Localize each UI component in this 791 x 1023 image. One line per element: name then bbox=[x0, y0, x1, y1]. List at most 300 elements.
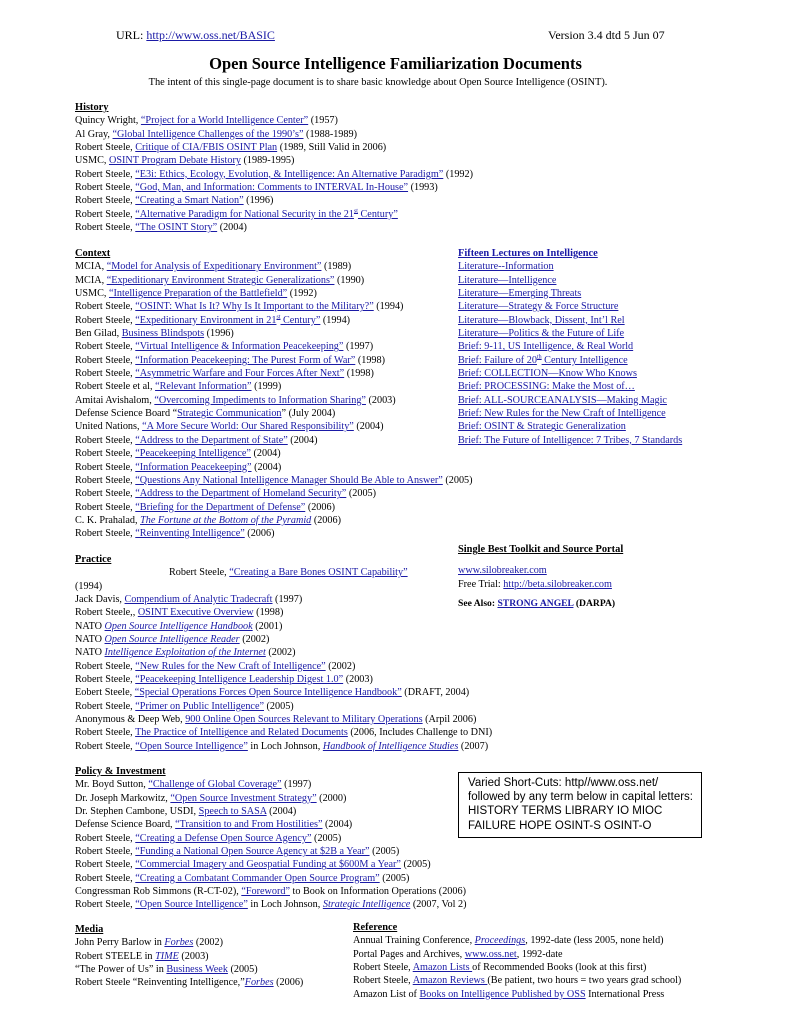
list-item bbox=[75, 354, 473, 367]
list-item bbox=[75, 660, 492, 673]
item-text: (1989, Still Valid in 2006) bbox=[277, 142, 387, 154]
doc-link[interactable]: “Briefing for the Department of Defense” bbox=[135, 501, 306, 513]
item-text: (1989-1995) bbox=[240, 155, 295, 167]
doc-link[interactable]: 900 Online Open Sources Relevant to Military Operations bbox=[185, 714, 423, 726]
list-item bbox=[75, 620, 492, 633]
doc-link[interactable]: “Virtual Intelligence & Information Peacekeeping” bbox=[135, 341, 344, 353]
doc-link[interactable]: The Fortune at the Bottom of the Pyramid bbox=[140, 514, 312, 526]
list-item bbox=[458, 380, 682, 393]
item-text: Robert Steele, bbox=[169, 567, 230, 579]
doc-link[interactable]: Open Source Intelligence Reader bbox=[104, 634, 240, 646]
doc-link[interactable]: “Project for a World Intelligence Center” bbox=[140, 115, 309, 127]
item-text: (2004) bbox=[322, 819, 353, 831]
item-text: Robert Steele, bbox=[75, 501, 136, 513]
list-item bbox=[353, 934, 681, 947]
item-text: Dr. Joseph Markowitz, bbox=[75, 792, 171, 804]
item-text: Robert Steele, bbox=[75, 182, 136, 194]
list-item bbox=[75, 963, 303, 976]
item-text: (1997) bbox=[343, 341, 374, 353]
list-item bbox=[75, 154, 473, 167]
doc-link[interactable]: Literature—Intelligence bbox=[458, 274, 557, 286]
item-text: Robert Steele, bbox=[75, 368, 136, 380]
doc-link[interactable]: Business Week bbox=[166, 964, 228, 976]
doc-link[interactable]: “Commercial Imagery and Geospatial Funding at $600M a Year” bbox=[135, 859, 401, 871]
list-item bbox=[458, 407, 682, 420]
doc-link[interactable]: “Expeditionary Environment Strategic Generalizations” bbox=[106, 274, 335, 286]
doc-link[interactable]: “Model for Analysis of Expeditionary Environment” bbox=[106, 261, 322, 273]
doc-link[interactable]: “Address to the Department of State” bbox=[135, 434, 288, 446]
list-item bbox=[458, 314, 682, 327]
item-text: (1998) bbox=[344, 368, 374, 380]
media-section bbox=[75, 923, 303, 990]
page-title: Open Source Intelligence Familiarization Documents bbox=[209, 54, 582, 73]
item-text: Dr. Stephen Cambone, USDI, bbox=[75, 806, 199, 818]
item-text: Robert Steele, bbox=[75, 168, 136, 180]
item-text: (2003) bbox=[365, 394, 396, 406]
doc-link[interactable]: “Creating a Smart Nation” bbox=[135, 195, 244, 207]
doc-link[interactable]: “Information Peacekeeping: The Purest Form of War” bbox=[135, 354, 356, 366]
item-text: Portal Pages and Archives, bbox=[353, 948, 465, 960]
list-item bbox=[75, 474, 473, 487]
list-item bbox=[75, 128, 473, 141]
trial-label: Free Trial: bbox=[458, 578, 504, 590]
doc-link[interactable]: Amazon Lists bbox=[412, 962, 473, 974]
doc-link[interactable]: Literature—Politics & the Future of Life bbox=[458, 328, 625, 340]
item-text: (2005) bbox=[379, 872, 410, 884]
policy-heading: Policy & Investment bbox=[75, 766, 166, 777]
history-section bbox=[75, 101, 473, 234]
list-item bbox=[353, 974, 681, 987]
item-text: Defense Science Board “ bbox=[75, 408, 178, 420]
list-item bbox=[458, 274, 682, 287]
item-text: (2004) bbox=[250, 448, 281, 460]
list-item bbox=[75, 898, 467, 911]
doc-link[interactable]: “Open Source Intelligence” bbox=[135, 899, 248, 911]
doc-link[interactable]: Brief: New Rules for the New Craft of Intelligence bbox=[458, 408, 666, 420]
item-text: (2002) bbox=[239, 634, 270, 646]
list-item bbox=[75, 300, 473, 313]
intent-text: The intent of this single-page document is to share basic knowledge about Open Source Intelligence (OSINT). bbox=[148, 77, 608, 88]
doc-link[interactable]: Literature—Emerging Threats bbox=[458, 288, 582, 300]
doc-link[interactable]: “Overcoming Impediments to Information Sharing” bbox=[154, 394, 366, 406]
item-text: (2006) bbox=[273, 977, 304, 989]
list-item bbox=[75, 700, 492, 713]
item-text: (1996) bbox=[204, 328, 234, 340]
item-text: (1988-1989) bbox=[303, 128, 357, 140]
doc-link[interactable]: “Foreword” bbox=[241, 886, 290, 898]
item-text: (2005) bbox=[442, 474, 473, 486]
item-text: (2006) bbox=[311, 514, 341, 526]
item-text: Robert Steele et al, bbox=[75, 381, 156, 393]
doc-link[interactable]: Brief: ALL-SOURCEANALYSIS—Making Magic bbox=[458, 394, 667, 406]
item-text: of Recommended Books (look at this first) bbox=[472, 962, 647, 974]
item-text: (2002) bbox=[325, 660, 356, 672]
item-text: Congressman Rob Simmons (R-CT-02), bbox=[75, 886, 242, 898]
item-text: in Loch Johnson, bbox=[247, 740, 323, 752]
item-text: (1999) bbox=[251, 381, 282, 393]
doc-link[interactable]: Brief: COLLECTION—Know Who Knows bbox=[458, 368, 637, 380]
list-item bbox=[458, 260, 682, 273]
doc-link[interactable]: “A More Secure World: Our Shared Responsibility” bbox=[142, 421, 354, 433]
item-text: Robert Steele, bbox=[75, 474, 136, 486]
item-text: Robert Steele, bbox=[75, 142, 136, 154]
item-text: Eobert Steele, bbox=[75, 687, 135, 699]
media-heading: Media bbox=[75, 924, 104, 935]
item-text: (2003) bbox=[343, 674, 373, 686]
list-item bbox=[75, 407, 473, 420]
item-text: MCIA, bbox=[75, 274, 107, 286]
list-item bbox=[75, 740, 492, 753]
item-text: Robert Steele, bbox=[75, 832, 136, 844]
toolkit-heading: Single Best Toolkit and Source Portal bbox=[458, 544, 624, 555]
item-text: (2004) bbox=[217, 222, 247, 234]
list-item bbox=[458, 354, 682, 367]
doc-link[interactable]: Proceedings bbox=[474, 935, 526, 947]
list-item bbox=[75, 181, 473, 194]
practice-section bbox=[75, 553, 492, 753]
item-text: (1990) bbox=[334, 274, 365, 286]
item-text: (2006, Includes Challenge to DNI) bbox=[347, 727, 493, 739]
doc-link[interactable]: Literature—Blowback, Dissent, Int’l Rel bbox=[458, 314, 625, 326]
doc-link[interactable]: Forbes bbox=[164, 937, 194, 949]
item-text: Al Gray, bbox=[75, 128, 113, 140]
item-text: (1957) bbox=[308, 115, 338, 127]
item-text: (2006) bbox=[244, 528, 275, 540]
silobreaker-link[interactable]: www.silobreaker.com bbox=[458, 565, 547, 577]
lectures-list bbox=[458, 260, 682, 447]
shortcuts-box bbox=[458, 772, 702, 838]
item-text: Robert Steele, bbox=[75, 899, 136, 911]
doc-link[interactable]: Strategic Communication bbox=[177, 408, 282, 420]
item-text: Anonymous & Deep Web, bbox=[75, 714, 186, 726]
shortcuts-line: HISTORY TERMS LIBRARY IO MIOC bbox=[468, 805, 663, 818]
history-list bbox=[75, 114, 473, 234]
list-item bbox=[75, 527, 473, 540]
item-text: Robert Steele, bbox=[75, 740, 136, 752]
doc-link[interactable]: “Expeditionary Environment in 21 bbox=[135, 314, 277, 326]
item-text: (2005) bbox=[263, 700, 294, 712]
doc-link[interactable]: Strategic Intelligence bbox=[322, 899, 411, 911]
item-text: (1994) bbox=[320, 314, 351, 326]
context-section bbox=[75, 247, 473, 541]
list-item bbox=[75, 726, 492, 739]
doc-link[interactable]: “Relevant Information” bbox=[155, 381, 252, 393]
doc-link[interactable]: Compendium of Analytic Tradecraft bbox=[124, 594, 273, 606]
doc-link[interactable]: “Open Source Investment Strategy” bbox=[170, 792, 317, 804]
list-item bbox=[75, 673, 492, 686]
practice-heading: Practice bbox=[75, 554, 112, 565]
item-text: (1993) bbox=[408, 182, 438, 194]
doc-link[interactable]: “Questions Any National Intelligence Manager Should Be Able to Answer” bbox=[135, 474, 443, 486]
item-text: (1998) bbox=[253, 607, 284, 619]
practice-first-year: (1994) bbox=[75, 580, 103, 592]
item-text: Robert Steele, bbox=[75, 195, 136, 207]
doc-link[interactable]: Open Source Intelligence Handbook bbox=[104, 620, 253, 632]
list-item bbox=[75, 221, 473, 234]
item-text: (2000) bbox=[316, 792, 347, 804]
item-text: NATO bbox=[75, 620, 105, 632]
list-item bbox=[75, 845, 467, 858]
policy-list bbox=[75, 778, 467, 911]
context-list bbox=[75, 260, 473, 540]
list-item bbox=[75, 487, 473, 500]
list-item bbox=[75, 461, 473, 474]
doc-link[interactable]: “Open Source Intelligence” bbox=[135, 740, 248, 752]
item-text: Robert Steele, bbox=[75, 314, 136, 326]
doc-link[interactable]: “Primer on Public Intelligence” bbox=[135, 700, 264, 712]
doc-link[interactable]: www.oss.net bbox=[464, 948, 517, 960]
doc-link[interactable]: Handbook of Intelligence Studies bbox=[322, 740, 459, 752]
superscript[interactable]: st bbox=[353, 208, 358, 215]
item-text: Robert Steele, bbox=[75, 872, 136, 884]
doc-link[interactable]: “Special Operations Forces Open Source Intelligence Handbook” bbox=[134, 687, 402, 699]
item-text: (Be patient, two hours = two years grad school) bbox=[487, 975, 682, 987]
item-text: (2004) bbox=[287, 434, 318, 446]
item-text: (1997) bbox=[281, 779, 312, 791]
doc-link[interactable]: “Peacekeeping Intelligence” bbox=[135, 448, 251, 460]
doc-link[interactable]: “Information Peacekeeping” bbox=[135, 461, 252, 473]
item-text: Amazon List of bbox=[353, 988, 420, 1000]
item-text: (2004) bbox=[266, 806, 297, 818]
item-text: (DRAFT, 2004) bbox=[401, 687, 470, 699]
list-item bbox=[353, 988, 681, 1001]
item-text: Robert Steele, bbox=[75, 341, 136, 353]
doc-link[interactable]: Brief: PROCESSING: Make the Most of… bbox=[458, 381, 635, 393]
reference-heading: Reference bbox=[353, 922, 398, 933]
list-item bbox=[75, 380, 473, 393]
media-list bbox=[75, 936, 303, 989]
list-item bbox=[75, 168, 473, 181]
list-item bbox=[75, 778, 467, 791]
list-item bbox=[75, 686, 492, 699]
list-item bbox=[75, 141, 473, 154]
see-also-suffix: (DARPA) bbox=[573, 598, 616, 610]
list-item bbox=[353, 961, 681, 974]
strong-angel-link[interactable]: STRONG ANGEL bbox=[497, 598, 574, 610]
list-item bbox=[75, 314, 473, 327]
list-item bbox=[75, 858, 467, 871]
list-item bbox=[75, 976, 303, 989]
doc-link[interactable]: “The OSINT Story” bbox=[135, 222, 218, 234]
list-item bbox=[75, 420, 473, 433]
doc-link[interactable]: “Peacekeeping Intelligence Leadership Digest 1.0” bbox=[135, 674, 344, 686]
item-text: (2001) bbox=[252, 620, 283, 632]
list-item bbox=[458, 434, 682, 447]
item-text: Robert Steele, bbox=[75, 354, 136, 366]
list-item bbox=[75, 514, 473, 527]
list-item bbox=[75, 208, 473, 221]
doc-link[interactable]: Literature—Strategy & Force Structure bbox=[458, 301, 619, 313]
item-text: Robert Steele, bbox=[75, 674, 136, 686]
list-item bbox=[75, 805, 467, 818]
doc-link[interactable]: Century” bbox=[357, 208, 398, 220]
doc-link[interactable]: Intelligence Exploitation of the Internet bbox=[104, 647, 266, 659]
list-item bbox=[458, 420, 682, 433]
item-text: (1992) bbox=[287, 288, 317, 300]
list-item bbox=[458, 287, 682, 300]
list-item bbox=[353, 948, 681, 961]
list-item bbox=[75, 340, 473, 353]
item-text: Robert Steele, bbox=[353, 962, 413, 974]
superscript[interactable]: th bbox=[536, 354, 542, 361]
list-item bbox=[75, 114, 473, 127]
list-item bbox=[75, 501, 473, 514]
item-text: (1997) bbox=[272, 594, 303, 606]
doc-link[interactable]: “E3i: Ethics, Ecology, Evolution, & Intelligence: An Alternative Paradigm” bbox=[135, 168, 444, 180]
item-text: (2002) bbox=[193, 937, 224, 949]
item-text: Robert Steele, bbox=[75, 222, 136, 234]
doc-link[interactable]: “Asymmetric Warfare and Four Forces After Next” bbox=[135, 368, 345, 380]
item-text: (1989) bbox=[321, 261, 352, 273]
doc-link[interactable]: “Creating a Combatant Commander Open Source Program” bbox=[135, 872, 380, 884]
list-item bbox=[75, 818, 467, 831]
doc-link[interactable]: “Global Intelligence Challenges of the 1990’s” bbox=[112, 128, 304, 140]
doc-link[interactable]: Brief: 9-11, US Intelligence, & Real World bbox=[458, 341, 634, 353]
doc-link[interactable]: “Creating a Defense Open Source Agency” bbox=[135, 832, 312, 844]
item-text: John Perry Barlow in bbox=[75, 937, 165, 949]
trial-link[interactable]: http://beta.silobreaker.com bbox=[503, 578, 612, 590]
item-text: Robert Steele “Reinventing Intelligence,” bbox=[75, 977, 245, 989]
item-text: (2002) bbox=[265, 647, 296, 659]
list-item bbox=[75, 394, 473, 407]
list-item bbox=[75, 646, 492, 659]
item-text: (2005) bbox=[311, 832, 342, 844]
list-item bbox=[458, 367, 682, 380]
lectures-section bbox=[458, 247, 682, 447]
item-text: Ben Gilad, bbox=[75, 328, 122, 340]
doc-link[interactable]: Brief: Failure of 20 bbox=[458, 354, 537, 366]
item-text: Annual Training Conference, bbox=[353, 935, 475, 947]
item-text: (2007, Vol 2) bbox=[410, 899, 467, 911]
doc-link[interactable]: OSINT Program Debate History bbox=[108, 155, 241, 167]
url-link[interactable]: http://www.oss.net/BASIC bbox=[146, 28, 275, 42]
policy-section bbox=[75, 765, 467, 912]
doc-link[interactable]: Speech to SASA bbox=[198, 806, 267, 818]
item-text: Robert Steele, bbox=[75, 700, 136, 712]
doc-link[interactable]: OSINT Executive Overview bbox=[137, 607, 254, 619]
item-text: , 1992-date bbox=[516, 948, 563, 960]
item-text: (1998) bbox=[355, 354, 386, 366]
list-item bbox=[75, 367, 473, 380]
item-text: “The Power of Us” in bbox=[75, 964, 167, 976]
doc-link[interactable]: Literature--Information bbox=[458, 261, 554, 273]
list-item bbox=[75, 194, 473, 207]
reference-list bbox=[353, 934, 681, 1001]
item-text: (2003) bbox=[178, 950, 209, 962]
doc-link[interactable]: “Creating a Bare Bones OSINT Capability” bbox=[229, 567, 408, 579]
doc-link[interactable]: “Challenge of Global Coverage” bbox=[148, 779, 282, 791]
list-item bbox=[458, 300, 682, 313]
item-text: USMC, bbox=[75, 155, 109, 167]
doc-link[interactable]: Critique of CIA/FBIS OSINT Plan bbox=[135, 142, 278, 154]
doc-link[interactable]: “Reinventing Intelligence” bbox=[135, 528, 245, 540]
item-text: Mr. Boyd Sutton, bbox=[75, 779, 149, 791]
doc-link[interactable]: “Funding a National Open Source Agency at $2B a Year” bbox=[135, 846, 370, 858]
doc-link[interactable]: “New Rules for the New Craft of Intelligence” bbox=[135, 660, 326, 672]
item-text: NATO bbox=[75, 634, 105, 646]
item-text: Amitai Avishalom, bbox=[75, 394, 155, 406]
list-item bbox=[75, 287, 473, 300]
item-text: (2006) bbox=[305, 501, 335, 513]
doc-link[interactable]: Amazon Reviews bbox=[412, 975, 488, 987]
lectures-heading[interactable]: Fifteen Lectures on Intelligence bbox=[458, 248, 598, 259]
doc-link[interactable]: Books on Intelligence Published by OSS bbox=[419, 988, 586, 1000]
superscript[interactable]: st bbox=[276, 314, 281, 321]
item-text: (2007) bbox=[458, 740, 489, 752]
item-text: NATO bbox=[75, 647, 105, 659]
list-item bbox=[458, 327, 682, 340]
item-text: (1994) bbox=[373, 301, 404, 313]
item-text: (Arpil 2006) bbox=[422, 714, 477, 726]
list-item bbox=[75, 872, 467, 885]
item-text: Robert Steele, bbox=[75, 461, 136, 473]
doc-link[interactable]: “OSINT: What Is It? Why Is It Important to the Military?” bbox=[135, 301, 374, 313]
doc-link[interactable]: Business Blindspots bbox=[121, 328, 205, 340]
item-text: Defense Science Board, bbox=[75, 819, 176, 831]
reference-section bbox=[353, 921, 681, 1001]
item-text: Robert Steele, bbox=[75, 528, 136, 540]
doc-link[interactable]: “Alternative Paradigm for National Security in the 21 bbox=[135, 208, 354, 220]
doc-link[interactable]: Forbes bbox=[244, 977, 274, 989]
doc-link[interactable]: “Transition to and From Hostilities” bbox=[175, 819, 323, 831]
item-text: (2004) bbox=[251, 461, 282, 473]
shortcuts-line: Varied Short-Cuts: http//www.oss.net/ bbox=[468, 777, 659, 789]
doc-link[interactable]: Century Intelligence bbox=[541, 354, 628, 366]
item-text: in Loch Johnson, bbox=[247, 899, 323, 911]
item-text: USMC, bbox=[75, 288, 109, 300]
item-text: Robert Steele, bbox=[75, 448, 136, 460]
list-item bbox=[75, 950, 303, 963]
doc-link[interactable]: Brief: OSINT & Strategic Generalization bbox=[458, 421, 626, 433]
shortcuts-line: followed by any term below in capital letters: bbox=[468, 791, 693, 804]
item-text: (1996) bbox=[243, 195, 274, 207]
item-text: (2005) bbox=[227, 964, 258, 976]
list-item bbox=[75, 885, 467, 898]
item-text: Robert STEELE in bbox=[75, 950, 156, 962]
doc-link[interactable]: TIME bbox=[155, 950, 179, 962]
practice-first-line bbox=[75, 566, 492, 579]
list-item bbox=[75, 434, 473, 447]
context-heading: Context bbox=[75, 248, 111, 259]
list-item bbox=[75, 606, 492, 619]
doc-link[interactable]: Brief: The Future of Intelligence: 7 Tribes, 7 Standards bbox=[458, 434, 683, 446]
doc-link[interactable]: “Intelligence Preparation of the Battlefield” bbox=[108, 288, 288, 300]
item-text: ” (July 2004) bbox=[281, 408, 336, 420]
list-item bbox=[75, 327, 473, 340]
list-item bbox=[458, 394, 682, 407]
item-text: to Book on Information Operations (2006) bbox=[289, 886, 466, 898]
item-text: Robert Steele, bbox=[75, 434, 136, 446]
item-text: Jack Davis, bbox=[75, 594, 125, 606]
item-text: C. K. Prahalad, bbox=[75, 514, 141, 526]
practice-list bbox=[75, 593, 492, 753]
list-item bbox=[75, 792, 467, 805]
item-text: Quincy Wright, bbox=[75, 115, 141, 127]
list-item bbox=[75, 633, 492, 646]
item-text: Robert Steele, bbox=[75, 488, 136, 500]
doc-link[interactable]: Century” bbox=[280, 314, 321, 326]
list-item bbox=[458, 340, 682, 353]
list-item bbox=[75, 832, 467, 845]
list-item bbox=[75, 274, 473, 287]
item-text: (2005) bbox=[346, 488, 377, 500]
item-text: (2004) bbox=[353, 421, 384, 433]
list-item bbox=[75, 713, 492, 726]
list-item bbox=[75, 260, 473, 273]
doc-link[interactable]: “God, Man, and Information: Comments to INTERVAL In-House” bbox=[135, 182, 409, 194]
doc-link[interactable]: The Practice of Intelligence and Related Documents bbox=[135, 727, 348, 739]
doc-link[interactable]: “Address to the Department of Homeland Security” bbox=[135, 488, 347, 500]
